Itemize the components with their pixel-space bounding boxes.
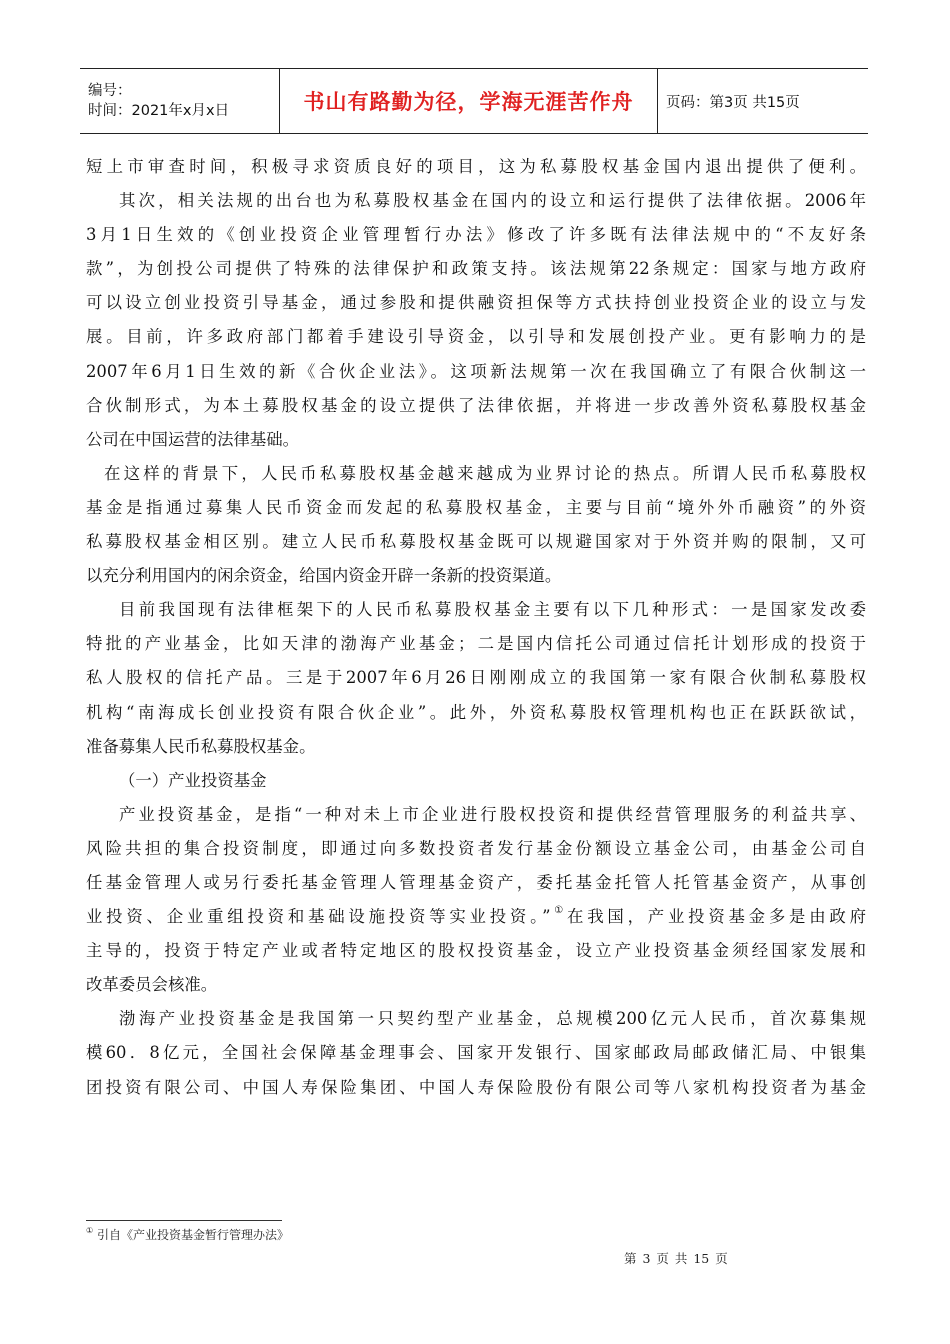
body-line: 渤海产业投资基金是我国第一只契约型产业基金，总规模200亿元人民币，首次募集规: [119, 1009, 866, 1029]
body-line: [86, 900, 866, 934]
header-motto: 书山有路勤为径，学海无涯苦作舟: [303, 90, 634, 114]
body-line: 模60．8亿元，全国社会保障基金理事会、国家开发银行、国家邮政局邮政储汇局、中银集: [86, 1043, 866, 1063]
body-line: 公司在中国运营的法律基础。: [86, 429, 300, 449]
header-number: 编号：: [88, 83, 132, 99]
body-line: 任基金管理人或另行委托基金管理人管理基金资产，委托基金托管人托管基金资产，从事创: [86, 872, 866, 892]
header-page-number: 页码：第3页 共15页: [666, 94, 800, 111]
header-time: 时间：2021年x月x日: [88, 103, 230, 119]
header-page-cell: [658, 69, 868, 133]
body-line: 展。目前，许多政府部门都着手建设引导资金，以引导和发展创投产业。更有影响力的是: [86, 327, 866, 347]
footnote: [86, 1226, 289, 1243]
page-header: [80, 68, 868, 134]
body-line: 主导的，投资于特定产业或者特定地区的股权投资基金，设立产业投资基金须经国家发展和: [86, 941, 866, 961]
footnote-reference: ①: [550, 905, 568, 917]
body-line: 准备募集人民币私募股权基金。: [86, 736, 316, 756]
body-line: 目前我国现有法律框架下的人民币私募股权基金主要有以下几种形式：一是国家发改委: [119, 600, 866, 620]
body-line: 款”，为创投公司提供了特殊的法律保护和政策支持。该法规第22条规定：国家与地方政府: [86, 259, 866, 279]
body-line: 特批的产业基金，比如天津的渤海产业基金；二是国内信托公司通过信托计划形成的投资于: [86, 634, 866, 654]
footnote-marker: ①: [86, 1226, 94, 1235]
body-line: 机构“南海成长创业投资有限合伙企业”。此外，外资私募股权管理机构也正在跃跃欲试，: [86, 702, 866, 722]
page-footer: 第 3 页 共 15 页: [624, 1251, 728, 1266]
body-line: 团投资有限公司、中国人寿保险集团、中国人寿保险股份有限公司等八家机构投资者为基金: [86, 1077, 866, 1097]
body-line: 私募股权基金相区别。建立人民币私募股权基金既可以规避国家对于外资并购的限制，又可: [86, 532, 866, 552]
body-line: 可以设立创业投资引导基金，通过参股和提供融资担保等方式扶持创业投资企业的设立与发: [86, 293, 866, 313]
body-line: 改革委员会核准。: [86, 975, 218, 995]
body-line-part: 业投资、企业重组投资和基础设施投资等实业投资。”: [86, 907, 551, 927]
header-motto-cell: [280, 69, 658, 133]
body-line: 基金是指通过募集人民币资金而发起的私募股权基金，主要与目前“境外外币融资”的外资: [86, 497, 866, 517]
body-line: 短上市审查时间，积极寻求资质良好的项目，这为私募股权基金国内退出提供了便利。: [86, 157, 866, 176]
body-line: 在这样的背景下，人民币私募股权基金越来越成为业界讨论的热点。所谓人民币私募股权: [104, 463, 866, 483]
body-line: 其次，相关法规的出台也为私募股权基金在国内的设立和运行提供了法律依据。2006年: [119, 191, 866, 211]
footnote-text: 引自《产业投资基金暂行管理办法》: [93, 1228, 289, 1242]
body-line: 风险共担的集合投资制度，即通过向多数投资者发行基金份额设立基金公司，由基金公司自: [86, 838, 866, 858]
header-meta: [80, 69, 280, 133]
document-body: [86, 150, 866, 1105]
body-line-part: 在我国，产业投资基金多是由政府: [567, 907, 866, 927]
body-line: 2007年6月1日生效的新《合伙企业法》。这项新法规第一次在我国确立了有限合伙制这一: [86, 361, 866, 381]
body-line: 产业投资基金，是指“一种对未上市企业进行股权投资和提供经营管理服务的利益共享、: [119, 804, 866, 824]
footnote-divider: [86, 1220, 282, 1221]
body-line: 3月1日生效的《创业投资企业管理暂行办法》修改了许多既有法律法规中的“不友好条: [86, 225, 866, 245]
body-line: 私人股权的信托产品。三是于2007年6月26日刚刚成立的我国第一家有限合伙制私募股权: [86, 668, 866, 688]
section-heading: （一）产业投资基金: [119, 770, 267, 790]
body-line: 合伙制形式，为本土募股权基金的设立提供了法律依据，并将进一步改善外资私募股权基金: [86, 395, 866, 415]
body-line: 以充分利用国内的闲余资金，给国内资金开辟一条新的投资渠道。: [86, 566, 562, 586]
